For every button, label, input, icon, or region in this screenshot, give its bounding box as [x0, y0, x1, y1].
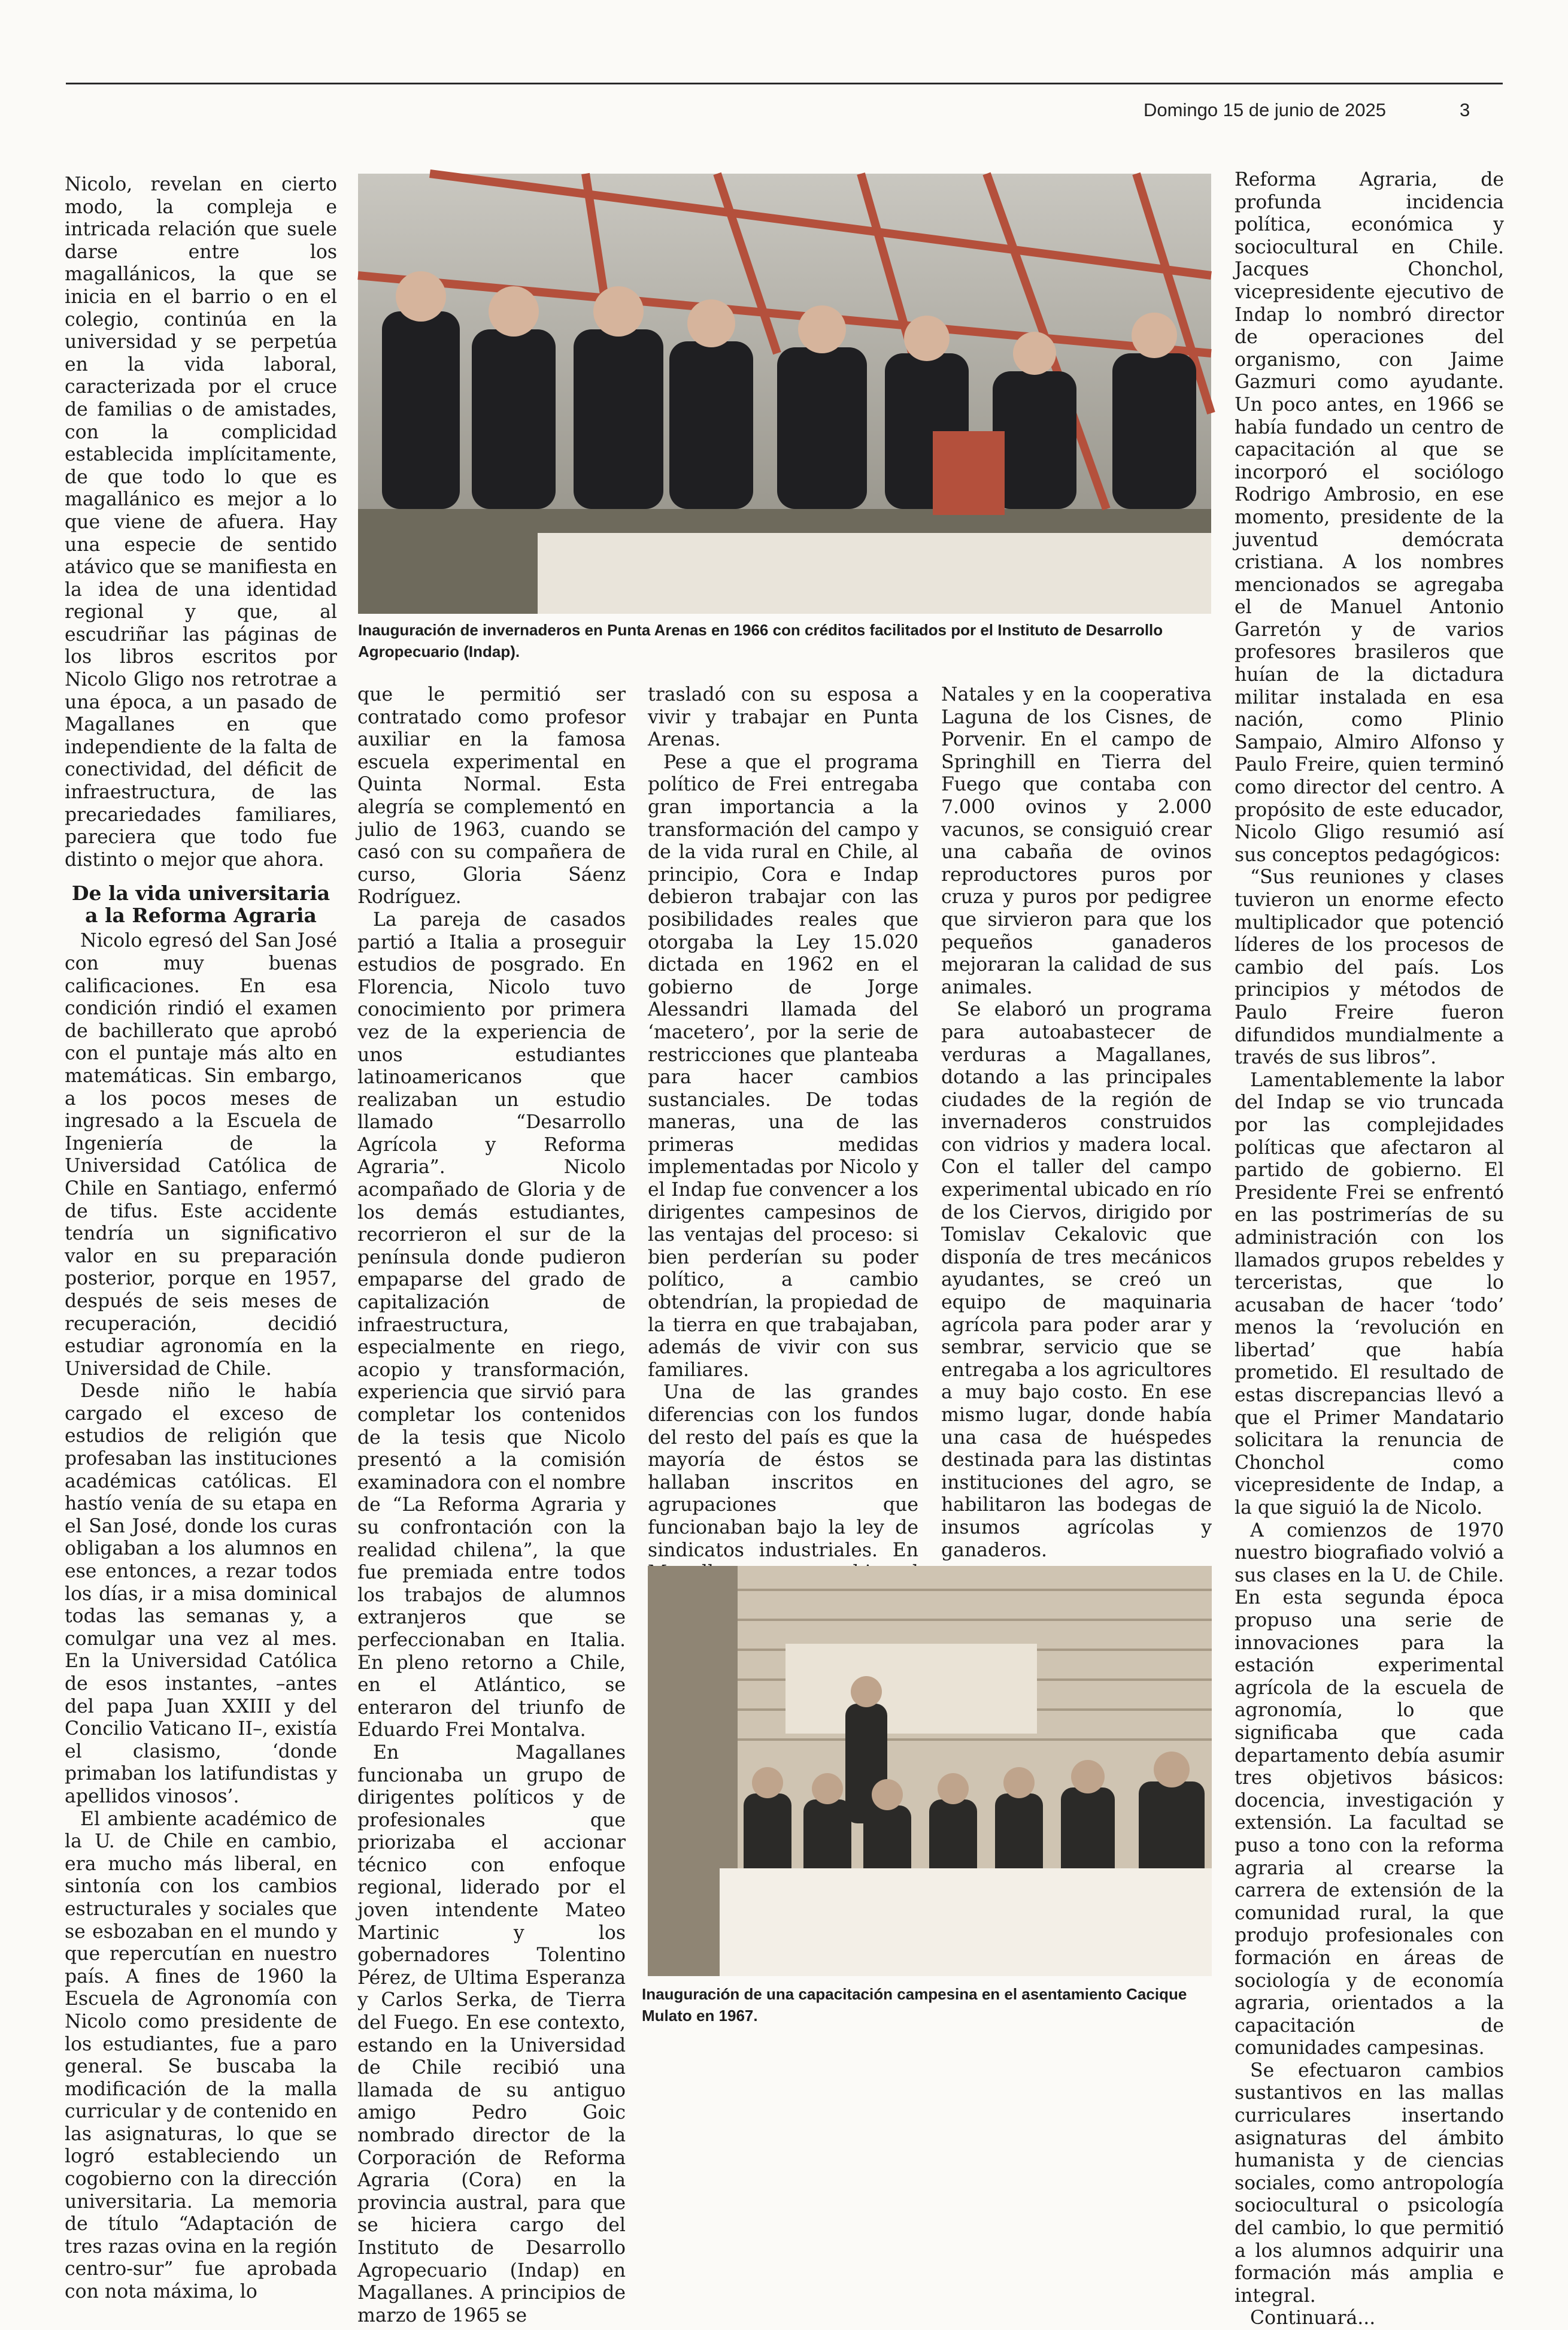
- paragraph: Pese a que el programa político de Frei entregaba gran importancia a la transformación del campo y de la vida rural en Chile, al principio, Cora e Indap debieron trabajar con las posibilidades reales que otorgaba la Ley 15.020 dictada en 1962 en el gobierno de Jorge Alessandri llamada del ‘macetero’, por la serie de restricciones que planteaba para hacer cambios sustanciales. De todas maneras, una de las primeras medidas implementadas por Nicolo y el Indap fue convencer a los dirigentes campesinos de las ventajas del proceso: si bien perderían su poder político, a cambio obtendrían, la propiedad de la tierra en que trabajaban, además de vivir con sus familiares.: [648, 751, 918, 1381]
- page-number: 3: [1460, 99, 1470, 120]
- paragraph: trasladó con su esposa a vivir y trabajar en Punta Arenas.: [648, 684, 918, 751]
- continued-note: Continuará...: [1250, 2307, 1376, 2329]
- paragraph: que le permitió ser contratado como profesor auxiliar en la famosa escuela experimental en Quinta Normal. Esta alegría se complementó en julio de 1963, cuando se casó con su compañera de curso, Gloria Sáenz Rodríguez.: [357, 684, 626, 908]
- paragraph: Una de las grandes diferencias con los fundos del resto del país es que la mayoría de éstos se hallaban inscritos en agrupaciones que funcionaban bajo la ley de sindicatos industriales. En: [648, 1381, 918, 1561]
- column-5: [1235, 169, 1504, 2329]
- column-3: [648, 684, 918, 1561]
- greenhouse-photo: [358, 174, 1211, 614]
- column-2: [357, 684, 626, 2326]
- training-photo: [648, 1566, 1212, 1976]
- paragraph: El ambiente académico de la U. de Chile en cambio, era mucho más liberal, en sintonía con los cambios estructurales y sociales que se esbozaban en el mundo y que repercutían en nuestro país. A fines de 1960 la Escuela de Agronomía con Nicolo como presidente de los estudiantes, fue a paro general. Se buscaba la modificación de la malla curricular y de contenido en las asignaturas, lo que se logró estableciendo un cogobierno con la dirección universitaria. La memoria de título “Adaptación de tres razas ovina en la región centro-sur” fue aprobada con nota máxima, lo: [65, 1808, 337, 2303]
- paragraph: La pareja de casados partió a Italia a proseguir estudios de posgrado. En Florencia, Nicolo tuvo conocimiento por primera vez de la experiencia de unos estudiantes latinoamericanos que realizaban un estudio llamado “Desarrollo Agrícola y Reforma Agraria”. Nicolo acompañado de Gloria y de los demás estudiantes, recorrieron el sur de la península donde pudieron empaparse del grado de capitalización de infraestructura, especialmente en riego, acopio y transformación, experiencia que sirvió para completar los contenidos de la tesis que Nicolo presentó a la comisión examinadora con el nombre de “La Reforma Agraria y su confrontación con la realidad chilena”, la que fue premiada entre todos los trabajos de alumnos extranjeros que se perfeccionaban en Italia. En pleno retorno a Chile, en el Atlántico, se enteraron del triunfo de Eduardo Frei Montalva.: [357, 908, 626, 1741]
- paragraph: Natales y en la cooperativa Laguna de los Cisnes, de Porvenir. En el campo de Springhill en Tierra del Fuego que contaba con 7.000 ovinos y 2.000 vacunos, se consiguió crear una cabaña de ovinos reproductores puros por cruza y puros por pedigree que sirvieron para que los pequeños ganaderos mejoraran la calidad de sus animales.: [941, 684, 1212, 998]
- paragraph: Lamentablemente la labor del Indap se vio truncada por las complejidades políticas que afectaron al partido de gobierno. El Presidente Frei se enfrentó en las postrimerías de su administración con los llamados grupos rebeldes y terceristas, que lo acusaban de hacer ‘todo’ menos la ‘revolución en libertad’ que había prometido. El resultado de estas discrepancias llevó a que el Primer Mandatario solicitara la renuncia de Chonchol como vicepresidente de Indap, a la que siguió la de Nicolo.: [1235, 1069, 1504, 1519]
- greenhouse-photo-image: [358, 174, 1211, 614]
- paragraph: Se efectuaron cambios sustantivos en las mallas curriculares insertando asignaturas del ámbito humanista y de ciencias sociales, como antropología sociocultural o psicología del cambio, lo que permitió a los alumnos adquirir una formación más amplia e integral.: [1235, 2059, 1504, 2307]
- section-heading: De la vida universitaria a la Reforma Agraria: [71, 881, 330, 928]
- paragraph: Desde niño le había cargado el exceso de estudios de religión que profesaban las instituciones académicas católicas. El hastío venía de su etapa en el San José, donde los curas obligaban a los alumnos en ese entonces, a rezar todos los días, ir a misa dominical todas las semanas y, a comulgar una vez al mes. En la Universidad Católica de esos instantes, –antes del papa Juan XXIII y del Concilio Vaticano II–, existía el clasismo, ‘donde primaban los latifundistas y apellidos vinosos’.: [65, 1380, 337, 1807]
- column-4: [941, 684, 1212, 1561]
- column-1: [65, 174, 337, 2303]
- paragraph: “Sus reuniones y clases tuvieron un enorme efecto multiplicador que potenció líderes de los procesos de cambio del país. Los principios y métodos de Paulo Freire fueron difundidos mundialmente a través de sus libros”.: [1235, 866, 1504, 1069]
- training-photo-image: [648, 1566, 1212, 1976]
- training-photo-caption: Inauguración de una capacitación campesina en el asentamiento Cacique Mulato en 1967.: [642, 1985, 1187, 2025]
- greenhouse-photo-caption: Inauguración de invernaderos en Punta Arenas en 1966 con créditos facilitados por el Instituto de Desarrollo Agropecuario (Indap).: [358, 621, 1163, 660]
- paragraph: En Magallanes funcionaba un grupo de dirigentes políticos y de profesionales que priorizaba el accionar técnico con enfoque regional, liderado por el joven intendente Mateo Martinic y los gobernadores Tolentino Pérez, de Ultima Esperanza y Carlos Serka, de Tierra del Fuego. En ese contexto, estando en la Universidad de Chile recibió una llamada de su antiguo amigo Pedro Goic nombrado director de la Corporación de Reforma Agraria (Cora) en la provincia austral, para que se hiciera cargo del Instituto de Desarrollo Agropecuario (Indap) en Magallanes. A principios de marzo de 1965 se: [357, 1741, 626, 2326]
- paragraph: Se elaboró un programa para autoabastecer de verduras a Magallanes, dotando a las principales ciudades de la región de invernaderos construidos con vidrios y madera local. Con el taller del campo experimental ubicado en río de los Ciervos, dirigido por Tomislav Cekalovic que disponía de tres mecánicos ayudantes, se creó un equipo de maquinaria agrícola para poder arar y sembrar, servicio que se entregaba a los agricultores a muy bajo costo. En ese mismo lugar, donde había una casa de huéspedes destinada para las distintas instituciones del agro, se habilitaron las bodegas de insumos agrícolas y ganaderos.: [941, 999, 1212, 1561]
- paragraph: Nicolo egresó del San José con muy buenas calificaciones. En esa condición rindió el examen de bachillerato que aprobó con el puntaje más alto en matemáticas. Sin embargo, a los pocos meses de ingresado a la Escuela de Ingeniería de la Universidad Católica de Chile en Santiago, enfermó de tifus. Este accidente tendría un significativo valor en su preparación posterior, porque en 1957, después de seis meses de recuperación, decidió estudiar agronomía en la Universidad de Chile.: [65, 930, 337, 1380]
- page-date: Domingo 15 de junio de 2025: [1144, 99, 1387, 120]
- paragraph: Nicolo, revelan en cierto modo, la compleja e intricada relación que suele darse entre los magallánicos, la que se inicia en el barrio o en el colegio, continúa en la universidad y se perpetúa en la vida laboral, caracterizada por el cruce de familias o de amistades, con la complicidad establecida implícitamente, de que todo lo que es magallánico es mejor a lo que viene de afuera. Hay una especie de sentido atávico que se manifiesta en la idea de una identidad regional y que, al escudriñar las páginas de los libros escritos por Nicolo Gligo nos retrotrae a una época, a un pasado de Magallanes en que independiente de la falta de conectividad, del déficit de infraestructura, de las precariedades familiares, pareciera que todo fue distinto o mejor que ahora.: [65, 174, 337, 871]
- paragraph: A comienzos de 1970 nuestro biografiado volvió a sus clases en la U. de Chile. En esta segunda época propuso una serie de innovaciones para la estación experimental agrícola de la escuela de agronomía, lo que significaba que cada departamento debía asumir tres objetivos básicos: docencia, investigación y extensión. La facultad se puso a tono con la reforma agraria al crearse la carrera de extensión de la comunidad rural, la que produjo profesionales con formación en áreas de sociología y de economía agraria, orientados a la capacitación de comunidades campesinas.: [1235, 1519, 1504, 2059]
- paragraph: Reforma Agraria, de profunda incidencia política, económica y sociocultural en Chile. Jacques Chonchol, vicepresidente ejecutivo de Indap lo nombró director de operaciones del organismo, con Jaime Gazmuri como ayudante. Un poco antes, en 1966 se había fundado un centro de capacitación al que se incorporó el sociólogo Rodrigo Ambrosio, en ese momento, presidente de la juventud demócrata cristiana. A los nombres mencionados se agregaba el de Manuel Antonio Garretón y de varios profesores brasileros que huían de la dictadura militar instalada en esa nación, como Plinio Sampaio, Almiro Alfonso y Paulo Freire, quien terminó como director del centro. A propósito de este educador, Nicolo Gligo resumió así sus conceptos pedagógicos:: [1235, 169, 1504, 866]
- header-rule: [66, 83, 1503, 84]
